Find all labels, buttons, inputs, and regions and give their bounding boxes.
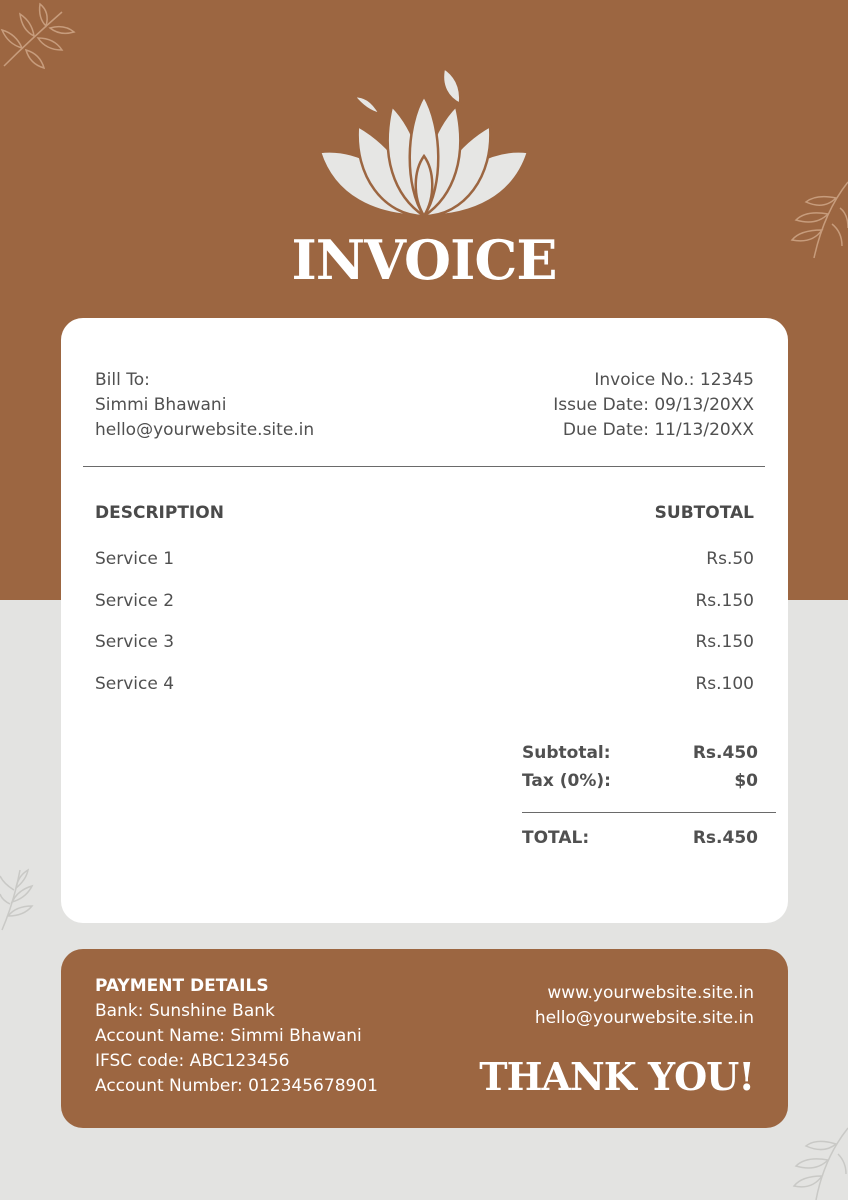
total-row: [522, 828, 758, 848]
item-description: Service 4: [95, 673, 175, 694]
table-row: [95, 674, 754, 716]
table-row: [95, 632, 754, 674]
bill-to-label: Bill To:: [95, 370, 150, 390]
lotus-icon: [314, 66, 534, 222]
item-description: Service 2: [95, 590, 175, 611]
subtotal-header: SUBTOTAL: [654, 503, 754, 523]
contact-email[interactable]: hello@yourwebsite.site.in: [534, 1008, 754, 1028]
item-description: Service 3: [95, 632, 175, 652]
item-amount: Rs.150: [695, 632, 754, 652]
item-amount: Rs.150: [695, 590, 754, 611]
contact-block: [535, 981, 754, 1031]
divider: [522, 812, 776, 813]
bill-to-name: Simmi Bhawani: [95, 395, 227, 415]
divider: [83, 466, 765, 467]
item-amount: Rs.50: [706, 549, 754, 569]
invoice-number: Invoice No.: 12345: [594, 370, 754, 390]
ifsc-code: IFSC code: ABC123456: [95, 1051, 290, 1071]
bill-to-email: hello@yourwebsite.site.in: [95, 420, 315, 440]
payment-heading: PAYMENT DETAILS: [95, 976, 269, 996]
issue-date: Issue Date: 09/13/20XX: [553, 395, 754, 415]
line-items: [95, 549, 754, 715]
account-name: Account Name: Simmi Bhawani: [95, 1026, 362, 1046]
bank-name: Bank: Sunshine Bank: [95, 1001, 275, 1021]
total-value: Rs.450: [692, 828, 758, 848]
tax-row: [522, 771, 758, 799]
tax-value: $0: [734, 771, 758, 791]
tax-label: Tax (0%):: [522, 771, 611, 791]
due-date: Due Date: 11/13/20XX: [562, 420, 754, 440]
bill-to-block: [95, 368, 314, 443]
total-label: TOTAL:: [522, 828, 590, 848]
payment-details: [95, 974, 378, 1099]
item-description: Service 1: [95, 549, 175, 569]
table-row: [95, 549, 754, 591]
leaf-sprig-icon: [0, 868, 56, 932]
website-link[interactable]: www.yourwebsite.site.in: [547, 983, 754, 1003]
subtotal-label: Subtotal:: [522, 743, 611, 763]
invoice-meta-block: [553, 368, 754, 443]
item-amount: Rs.100: [695, 673, 754, 694]
subtotal-value: Rs.450: [692, 743, 758, 763]
table-row: [95, 591, 754, 633]
leaf-sprig-icon: [776, 1114, 848, 1200]
description-header: DESCRIPTION: [95, 503, 224, 523]
subtotal-row: [522, 743, 758, 771]
thank-you-text: THANK YOU!: [479, 1054, 754, 1099]
account-number: Account Number: 012345678901: [95, 1076, 378, 1096]
leaf-sprig-icon: [0, 0, 80, 80]
page-title: INVOICE: [291, 228, 557, 292]
totals-block: [522, 743, 758, 799]
